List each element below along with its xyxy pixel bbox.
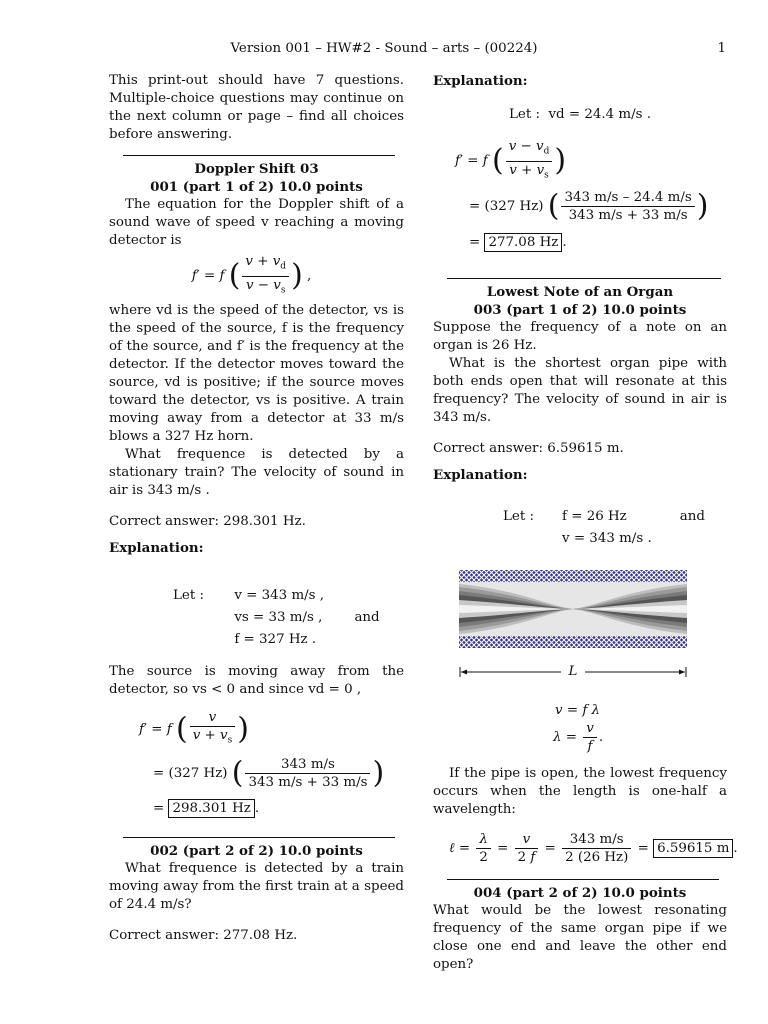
given-and: and xyxy=(679,509,705,524)
section-divider xyxy=(447,879,719,880)
given-v: v = 343 m/s . xyxy=(562,531,652,546)
question-001-calculation: f′ = f ( $\frac{v}{v + v_s}$ ) = (327 Hz) ( $\frac{343 m/s}{343 m/s + 33 m/s}$ ) = 298.301 Hz . xyxy=(139,709,385,816)
question-004-text: What would be the lowest resonating frequency of the same organ pipe if we close one end and leave the other end open? xyxy=(433,903,727,972)
question-002-given-values: Let : vd = 24.4 m/s . xyxy=(509,107,652,122)
question-002-result: 277.08 Hz xyxy=(484,233,562,252)
question-002-explanation-label: Explanation: xyxy=(433,73,528,89)
question-001-given-values: Let : v = 343 m/s , vs = 33 m/s , and f = 327 Hz . xyxy=(173,587,404,649)
given-v: v = 343 m/s , xyxy=(234,588,325,603)
question-003-header: 003 (part 1 of 2) 10.0 points xyxy=(473,302,687,318)
section-divider xyxy=(447,278,721,279)
section-title-doppler: Doppler Shift 03 xyxy=(194,161,319,177)
question-003-text-2: What is the shortest organ pipe with both ends open that will resonate at this frequency? The velocity of sound in air is 343 m/s. xyxy=(433,356,727,425)
given-and: and xyxy=(354,610,380,625)
pipe-bottom-wall xyxy=(459,636,687,648)
doppler-equation: f′ = f ( $\frac{v + v_d}{v - v_s}$ ) , xyxy=(191,253,312,296)
question-003-given-values: Let : f = 26 Hz and v = 343 m/s . xyxy=(503,508,727,548)
question-003-explanation-label: Explanation: xyxy=(433,467,528,483)
question-003-result: 6.59615 m xyxy=(653,839,733,858)
question-001-result: 298.301 Hz xyxy=(168,799,254,818)
calc-denominator: 2 (26 Hz) xyxy=(565,849,629,865)
calc-frequency: (327 Hz) xyxy=(168,765,228,781)
question-003-calculation: ℓ = $\frac{\lambda}{2}$ = $\frac{v}{2 f}$ = $\frac{343 m/s}{2 (26 Hz)}$ = 6.59615 m . xyxy=(449,831,738,865)
question-001-header: 001 (part 1 of 2) 10.0 points xyxy=(150,179,363,195)
pipe-top-wall xyxy=(459,570,687,582)
right-column xyxy=(433,72,738,974)
wave-relations: v = f λ λ = $\frac{v}{f}$ . xyxy=(553,703,604,754)
question-001-text-3: What frequence is detected by a stationary train? The velocity of sound in air is 343 m/s . xyxy=(109,447,404,498)
section-divider xyxy=(123,837,395,838)
question-002-answer: Correct answer: 277.08 Hz. xyxy=(109,928,298,943)
question-003-answer: Correct answer: 6.59615 m. xyxy=(433,441,624,456)
organ-pipe-diagram xyxy=(459,570,687,680)
question-001-text-4: The source is moving away from the detector, so vs < 0 and since vd = 0 , xyxy=(109,664,404,697)
given-f: f = 26 Hz xyxy=(562,509,627,524)
question-003-text-1: Suppose the frequency of a note on an organ is 26 Hz. xyxy=(433,320,727,353)
calc-denominator: 343 m/s + 33 m/s xyxy=(248,774,368,790)
question-002-text: What frequence is detected by a train moving away from the first train at a speed of 24.4 m/s? xyxy=(109,861,404,912)
left-column xyxy=(109,72,404,945)
question-004-header: 004 (part 2 of 2) 10.0 points xyxy=(473,885,687,901)
pipe-figure xyxy=(459,570,687,650)
question-003-text-3: If the pipe is open, the lowest frequency occurs when the length is one-half a wavelength: xyxy=(433,766,727,817)
calc-numerator: 343 m/s xyxy=(562,831,631,849)
header-title: Version 001 – HW#2 - Sound – arts – (00224) xyxy=(230,41,538,56)
calc-numerator: 343 m/s xyxy=(245,756,370,774)
calc-frequency: (327 Hz) xyxy=(484,198,544,214)
intro-text: This print-out should have 7 questions. Multiple-choice questions may continue on the next column or page – find all choices before answering. xyxy=(109,73,404,142)
given-vs: vs = 33 m/s , xyxy=(234,610,323,625)
question-002-calculation: f′ = f ( $\frac{v - v_d}{v + v_s}$ ) = (327 Hz) ( $\frac{343 m/s - 24.4 m/s}{343 m/s + 33 m/s}$ ) = 277.08 Hz . xyxy=(455,138,709,250)
given-vd: vd = 24.4 m/s . xyxy=(548,107,652,122)
section-divider xyxy=(123,155,395,156)
section-title-organ: Lowest Note of an Organ xyxy=(486,284,674,300)
page-number: 1 xyxy=(717,41,726,56)
calc-numerator: 343 m/s – 24.4 m/s xyxy=(561,189,694,207)
pipe-length-label: L xyxy=(568,664,578,679)
pipe-length-dimension xyxy=(459,664,687,680)
calc-denominator: 343 m/s + 33 m/s xyxy=(568,207,688,223)
page-header xyxy=(0,40,768,60)
question-001-text-1: The equation for the Doppler shift of a sound wave of speed v reaching a moving detector is xyxy=(109,197,404,248)
question-001-answer: Correct answer: 298.301 Hz. xyxy=(109,514,306,529)
question-001-text-2: where vd is the speed of the detector, vs is the speed of the source, f is the frequency of the source, and f′ is the frequency at the detector. If the detector moves toward the source, vd is positive; if the source moves toward the detector, vs is positive. A train moving away from a detector at 33 m/s blows a 327 Hz horn. xyxy=(109,303,404,444)
question-001-explanation-label: Explanation: xyxy=(109,540,204,556)
standing-wave xyxy=(459,582,687,636)
given-f: f = 327 Hz . xyxy=(234,632,317,647)
question-002-header: 002 (part 2 of 2) 10.0 points xyxy=(150,843,363,859)
